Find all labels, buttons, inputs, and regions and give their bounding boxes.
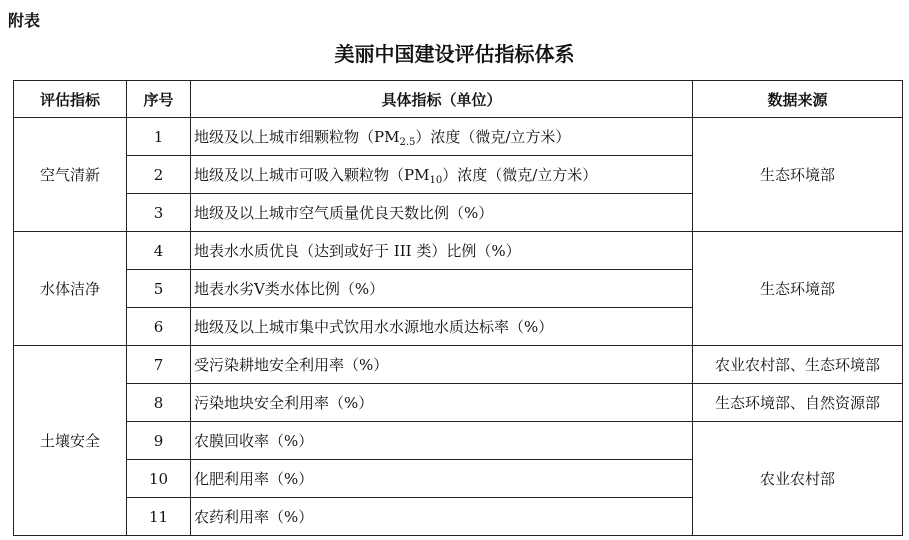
row-number: 5 — [127, 270, 191, 308]
header-category: 评估指标 — [14, 81, 127, 118]
source-cell: 农业农村部 — [693, 422, 903, 536]
category-cell: 空气清新 — [14, 118, 127, 232]
category-cell: 土壤安全 — [14, 346, 127, 536]
indicator-text: 地级及以上城市细颗粒物（PM — [194, 127, 400, 146]
row-number: 3 — [127, 194, 191, 232]
row-number: 2 — [127, 156, 191, 194]
indicator-cell: 污染地块安全利用率（%） — [191, 384, 693, 422]
indicator-text: ）浓度（微克/立方米） — [442, 165, 598, 184]
indicator-cell: 农药利用率（%） — [191, 498, 693, 536]
row-number: 7 — [127, 346, 191, 384]
header-source: 数据来源 — [693, 81, 903, 118]
table-row — [14, 346, 903, 384]
table-row — [14, 118, 903, 156]
header-indicator: 具体指标（单位） — [191, 81, 693, 118]
indicator-cell: 化肥利用率（%） — [191, 460, 693, 498]
indicator-table — [13, 80, 903, 536]
header-number: 序号 — [127, 81, 191, 118]
row-number: 4 — [127, 232, 191, 270]
indicator-cell: 受污染耕地安全利用率（%） — [191, 346, 693, 384]
row-number: 1 — [127, 118, 191, 156]
indicator-text: ）浓度（微克/立方米） — [415, 127, 571, 146]
indicator-cell — [191, 118, 693, 156]
indicator-subscript: 2.5 — [399, 136, 416, 148]
indicator-cell: 地表水劣Ⅴ类水体比例（%） — [191, 270, 693, 308]
indicator-cell: 地表水水质优良（达到或好于 III 类）比例（%） — [191, 232, 693, 270]
row-number: 10 — [127, 460, 191, 498]
row-number: 11 — [127, 498, 191, 536]
indicator-text: 地级及以上城市可吸入颗粒物（PM — [194, 165, 430, 184]
indicator-cell: 地级及以上城市空气质量优良天数比例（%） — [191, 194, 693, 232]
source-cell: 生态环境部 — [693, 232, 903, 346]
row-number: 9 — [127, 422, 191, 460]
row-number: 8 — [127, 384, 191, 422]
source-cell: 生态环境部 — [693, 118, 903, 232]
table-header-row — [14, 81, 903, 118]
category-cell: 水体洁净 — [14, 232, 127, 346]
indicator-cell: 农膜回收率（%） — [191, 422, 693, 460]
appendix-label: 附表 — [8, 11, 41, 30]
indicator-cell — [191, 156, 693, 194]
page-title: 美丽中国建设评估指标体系 — [334, 42, 575, 66]
table-row — [14, 232, 903, 270]
row-number: 6 — [127, 308, 191, 346]
source-cell: 农业农村部、生态环境部 — [693, 346, 903, 384]
table-row — [14, 384, 903, 422]
indicator-subscript: 10 — [429, 174, 443, 186]
table-row — [14, 422, 903, 460]
source-cell: 生态环境部、自然资源部 — [693, 384, 903, 422]
indicator-cell: 地级及以上城市集中式饮用水水源地水质达标率（%） — [191, 308, 693, 346]
